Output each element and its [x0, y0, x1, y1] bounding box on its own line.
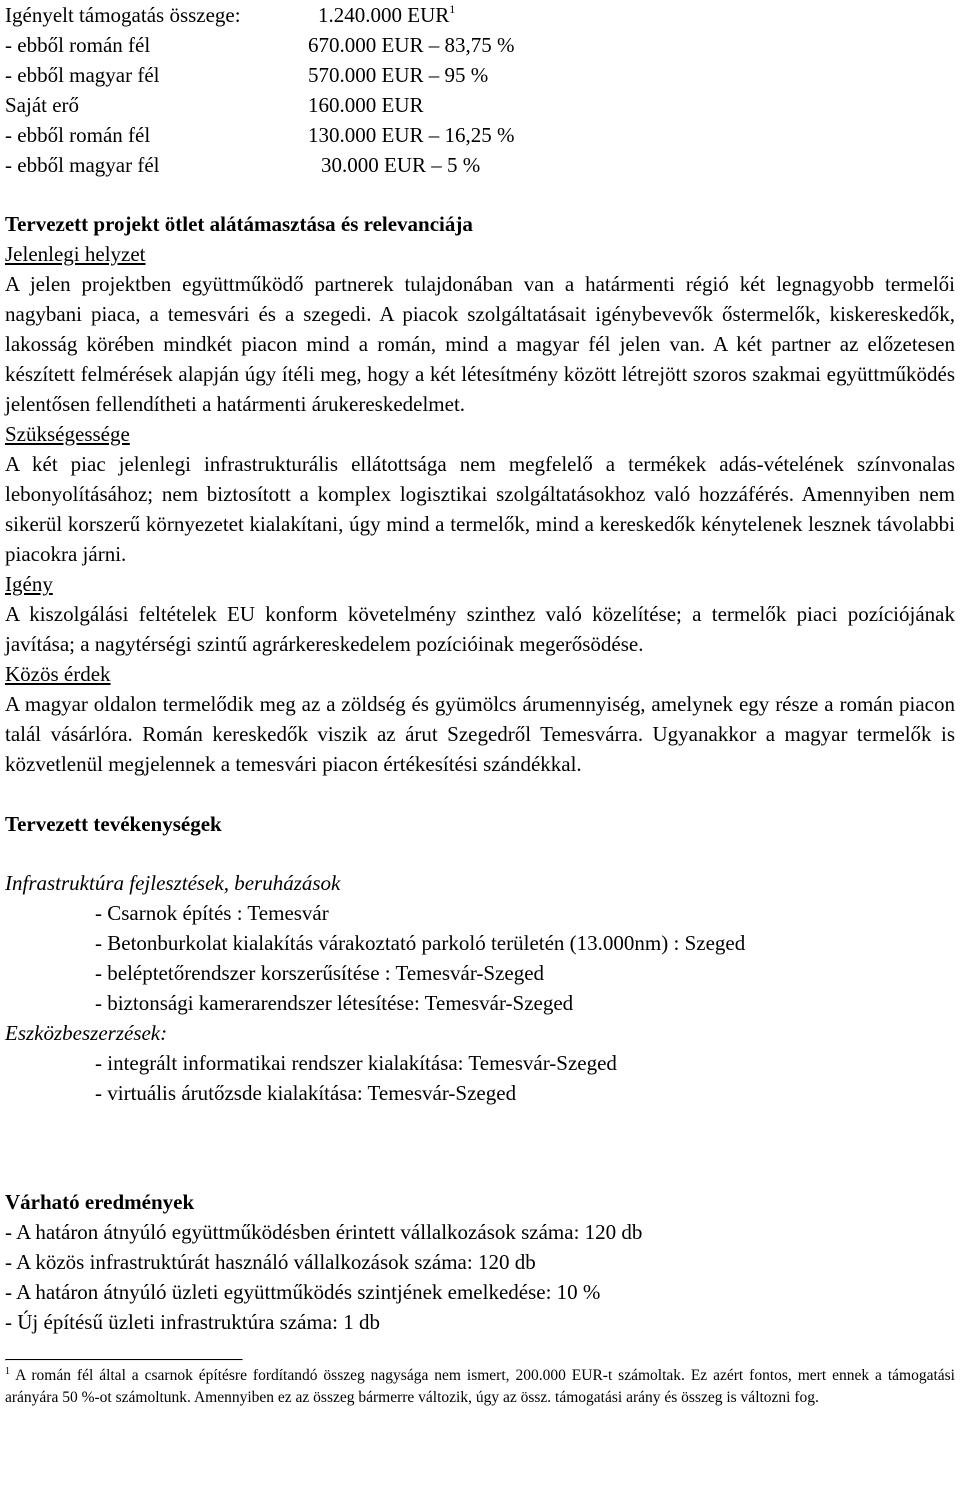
subheading-equipment: Eszközbeszerzések:: [5, 1021, 168, 1045]
budget-table: [5, 0, 955, 180]
budget-value: 570.000 EUR – 95 %: [308, 63, 489, 87]
subheading-necessity: Szükségessége: [5, 422, 130, 446]
budget-label: - ebből román fél: [5, 33, 151, 57]
budget-row: [5, 120, 955, 150]
budget-value: 670.000 EUR – 83,75 %: [308, 33, 515, 57]
section-heading-results: Várható eredmények: [5, 1190, 195, 1214]
list-item: - beléptetőrendszer korszerűsítése : Temesvár-Szeged: [95, 961, 545, 985]
footnote: [5, 1365, 955, 1409]
budget-row: [5, 60, 955, 90]
paragraph-necessity: A két piac jelenlegi infrastrukturális ellátottsága nem megfelelő a termékek adás-vételének színvonalas lebonyolításához; nem biztosított a komplex logisztikai szolgáltatásokhoz való hozzáférés. Amennyiben nem sikerül korszerű környezetet kialakítani, úgy mind a termelők, mind a kereskedők kénytelenek lesznek távolabbi piacokra járni.: [5, 452, 955, 566]
budget-row: [5, 150, 955, 180]
list-item: - Csarnok építés : Temesvár: [95, 901, 329, 925]
subheading-need: Igény: [5, 572, 53, 596]
list-item: - A közös infrastruktúrát használó vállalkozások száma: 120 db: [5, 1250, 536, 1274]
list-item: - A határon átnyúló együttműködésben érintett vállalkozások száma: 120 db: [5, 1220, 643, 1244]
subheading-common-interest: Közös érdek: [5, 662, 111, 686]
list-item: - Új építésű üzleti infrastruktúra száma: 1 db: [5, 1310, 380, 1334]
budget-label: Igényelt támogatás összege:: [5, 3, 241, 27]
footnote-separator: [5, 1359, 243, 1361]
budget-row: [5, 90, 955, 120]
paragraph-current-situation: A jelen projektben együttműködő partnerek tulajdonában van a határmenti régió két legnagyobb termelői nagybani piaca, a temesvári és a szegedi. A piacok szolgáltatásait igénybevevők őstermelők, kiskereskedők, lakosság körében mindkét piacon mind a román, mind a magyar fél jelen van. A két partner az előzetesen készített felmérések alapján úgy ítéli meg, hogy a két létesítmény között létrejött szoros szakmai együttműködés jelentősen fellendítheti a határmenti árukereskedelmet.: [5, 272, 955, 416]
list-item: - virtuális árutőzsde kialakítása: Temesvár-Szeged: [95, 1081, 517, 1105]
budget-row: [5, 30, 955, 60]
section-heading-relevance: Tervezett projekt ötlet alátámasztása és relevanciája: [5, 212, 473, 236]
budget-label: Saját erő: [5, 93, 80, 117]
budget-label: - ebből magyar fél: [5, 153, 160, 177]
list-item: - integrált informatikai rendszer kialakítása: Temesvár-Szeged: [95, 1051, 617, 1075]
budget-row: [5, 0, 955, 30]
footnote-text: A román fél által a csarnok építésre fordítandó összeg nagysága nem ismert, 200.000 EUR-t számoltak. Ez azért fontos, mert ennek a támogatási arányára 50 %-ot számoltunk. Amennyiben ez az összeg bármerre változik, úgy az össz. támogatási arány és összeg is változni fog.: [5, 1367, 955, 1406]
subheading-current-situation: Jelenlegi helyzet: [5, 242, 146, 266]
footnote-ref: 1: [449, 2, 456, 16]
budget-value: 160.000 EUR: [308, 93, 424, 117]
list-item: - biztonsági kamerarendszer létesítése: Temesvár-Szeged: [95, 991, 574, 1015]
subheading-infrastructure: Infrastruktúra fejlesztések, beruházások: [5, 871, 341, 895]
section-heading-activities: Tervezett tevékenységek: [5, 812, 222, 836]
budget-value: 1.240.000 EUR$^1$: [318, 2, 456, 27]
footnote-number: 1: [5, 1366, 10, 1377]
list-item: - Betonburkolat kialakítás várakoztató parkoló területén (13.000nm) : Szeged: [95, 931, 746, 955]
budget-value: 130.000 EUR – 16,25 %: [308, 123, 515, 147]
budget-label: - ebből magyar fél: [5, 63, 160, 87]
list-item: - A határon átnyúló üzleti együttműködés szintjének emelkedése: 10 %: [5, 1280, 601, 1304]
paragraph-common-interest: A magyar oldalon termelődik meg az a zöldség és gyümölcs árumennyiség, amelynek egy része a román piacon talál vásárlóra. Román kereskedők viszik az árut Szegedről Temesvárra. Ugyanakkor a magyar termelők is közvetlenül megjelennek a temesvári piacon értékesítési szándékkal.: [5, 692, 955, 776]
document-page: [5, 0, 955, 1409]
budget-value: 30.000 EUR – 5 %: [321, 153, 481, 177]
budget-label: - ebből román fél: [5, 123, 151, 147]
paragraph-need: A kiszolgálási feltételek EU konform követelmény szinthez való közelítése; a termelők piaci pozíciójának javítása; a nagytérségi szintű agrárkereskedelem pozícióinak megerősödése.: [5, 602, 955, 656]
